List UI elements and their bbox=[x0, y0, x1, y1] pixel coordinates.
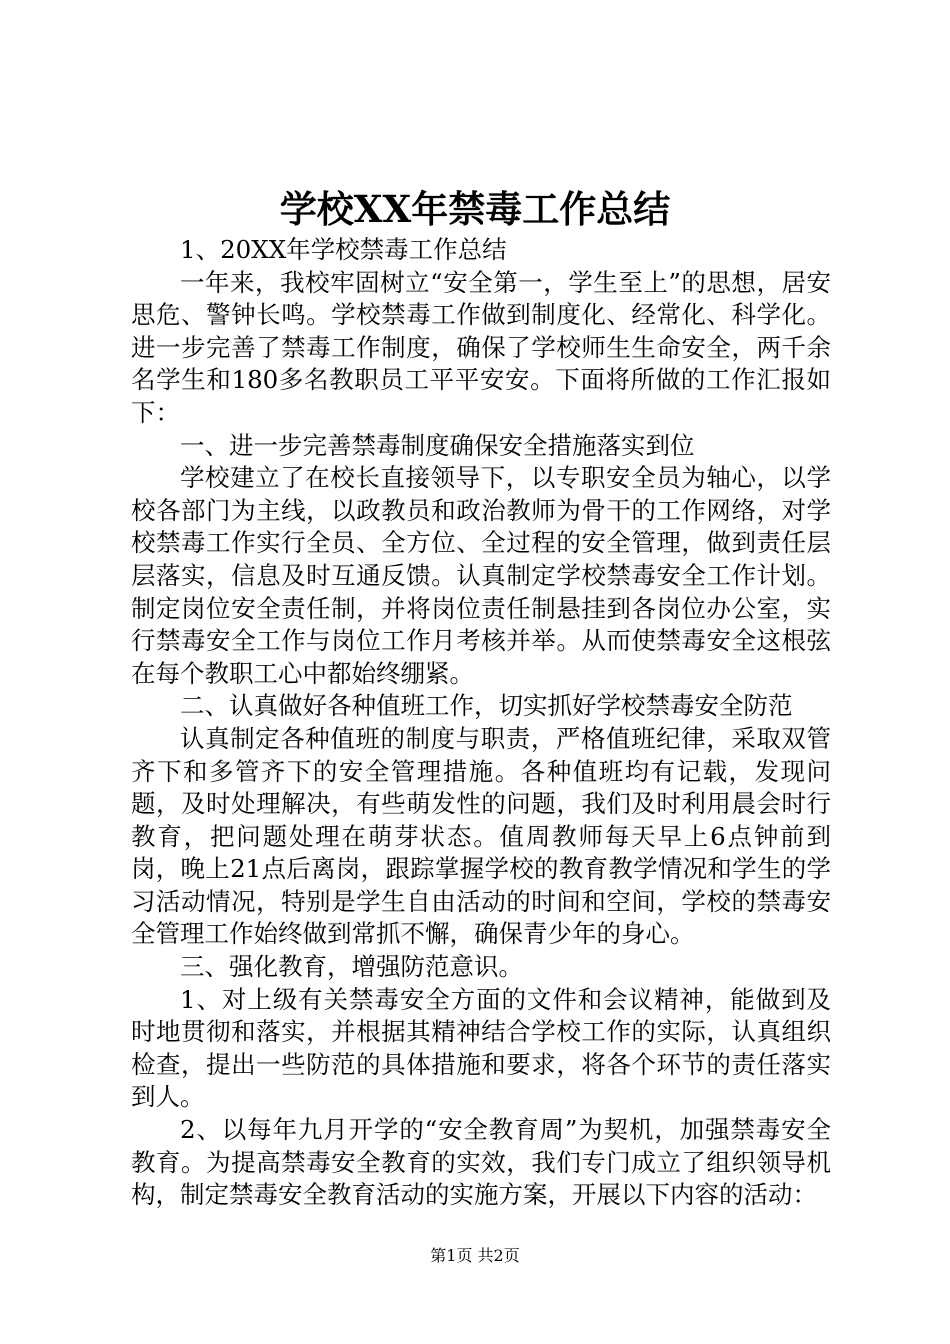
page-footer: 第1页 共2页 bbox=[430, 1246, 520, 1265]
body-paragraph: 认真制定各种值班的制度与职责，严格值班纪律，采取双管齐下和多管齐下的安全管理措施。各种值班均有记载，发现问题，及时处理解决，有些萌发性的问题，我们及时利用晨会时行教育，把问题处理在萌芽状态。值周教师每天早上6点钟前到岗，晚上21点后离岗，跟踪掌握学校的教育教学情况和学生的学习活动情况，特别是学生自由活动的时间和空间，学校的禁毒安全管理工作始终做到常抓不懈，确保青少年的身心。 bbox=[131, 723, 831, 949]
document-title: 学校XX年禁毒工作总结 bbox=[279, 187, 671, 231]
body-paragraph: 学校建立了在校长直接领导下，以专职安全员为轴心，以学校各部门为主线，以政教员和政治教师为骨干的工作网络，对学校禁毒工作实行全员、全方位、全过程的安全管理，做到责任层层落实，信息及时互通反馈。认真制定学校禁毒安全工作计划。制定岗位安全责任制，并将岗位责任制悬挂到各岗位办公室，实行禁毒安全工作与岗位工作月考核并举。从而使禁毒安全这根弦在每个教职工心中都始终绷紧。 bbox=[131, 463, 831, 688]
section-heading: 一、进一步完善禁毒制度确保安全措施落实到位 bbox=[180, 430, 695, 460]
section-heading: 1、20XX年学校禁毒工作总结 bbox=[180, 235, 507, 264]
body-paragraph: 2、以每年九月开学的“安全教育周”为契机，加强禁毒安全教育。为提高禁毒安全教育的实效，我们专门成立了组织领导机构，制定禁毒安全教育活动的实施方案，开展以下内容的活动： bbox=[131, 1115, 831, 1210]
body-paragraph: 一年来，我校牢固树立“安全第一，学生至上”的思想，居安思危、警钟长鸣。学校禁毒工作做到制度化、经常化、科学化。进一步完善了禁毒工作制度，确保了学校师生生命安全，两千余名学生和180多名教职员工平平安安。下面将所做的工作汇报如下： bbox=[131, 267, 831, 427]
section-heading: 三、强化教育，增强防范意识。 bbox=[180, 952, 523, 982]
document-body bbox=[131, 234, 831, 1212]
section-heading: 二、认真做好各种值班工作，切实抓好学校禁毒安全防范 bbox=[180, 691, 793, 721]
body-paragraph: 1、对上级有关禁毒安全方面的文件和会议精神，能做到及时地贯彻和落实，并根据其精神结合学校工作的实际，认真组织检查，提出一些防范的具体措施和要求，将各个环节的责任落实到人。 bbox=[131, 984, 831, 1112]
